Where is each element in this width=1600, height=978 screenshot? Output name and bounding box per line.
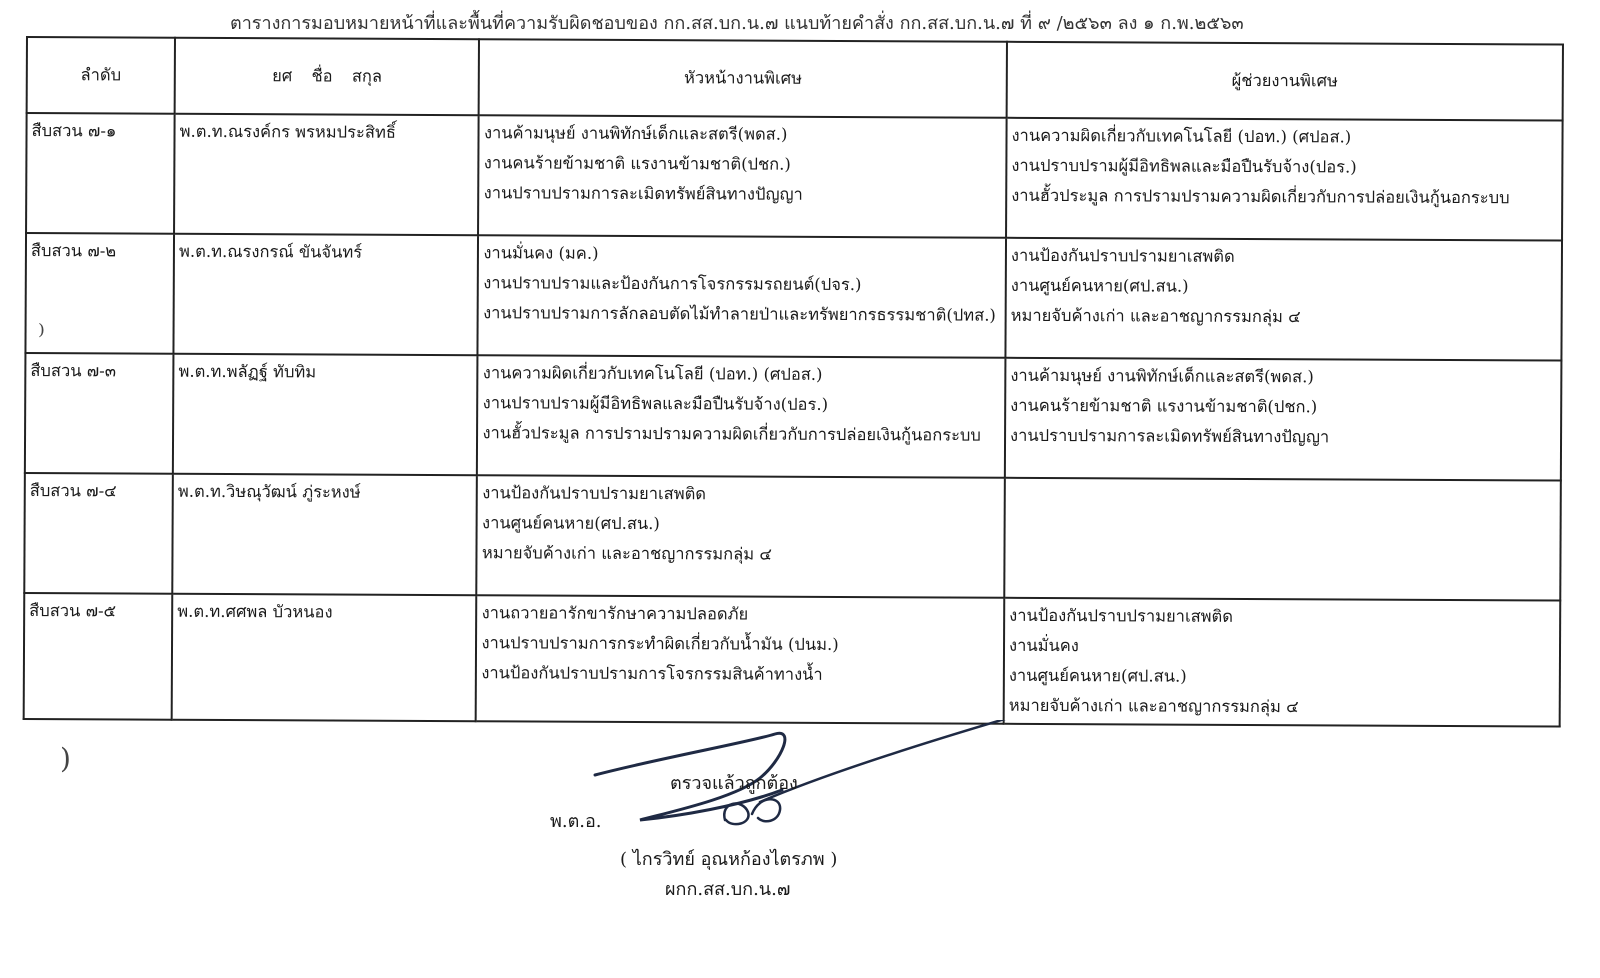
head-duty: งานความผิดเกี่ยวกับเทคโนโลยี (ปอท.) (ศปอส.) xyxy=(482,363,823,384)
assistant-duty: งานมั่นคง xyxy=(1008,635,1079,656)
table-row xyxy=(26,113,1563,241)
cell-order: สืบสวน ๗-๕ xyxy=(24,593,173,720)
cell-assistant xyxy=(1006,118,1563,241)
header-name: ยศ ชื่อ สกุล xyxy=(175,38,480,115)
head-duty: งานค้ามนุษย์ งานพิทักษ์เด็กและสตรี(พดส.) xyxy=(483,123,788,144)
cell-head xyxy=(477,475,1005,598)
assistant-duty: งานปราบปรามการละเมิดทรัพย์สินทางปัญญา xyxy=(1010,425,1330,447)
assistant-duty: งานคนร้ายข้ามชาติ แรงานข้ามชาติ(ปชก.) xyxy=(1010,395,1318,417)
cell-order: สืบสวน ๗-๑ xyxy=(26,113,175,234)
head-duty: งานป้องกันปราบปรามยาเสพติด xyxy=(482,483,707,504)
assistant-duty: งานค้ามนุษย์ งานพิทักษ์เด็กและสตรี(พดส.) xyxy=(1010,365,1314,387)
assistant-duty: งานศูนย์คนหาย(ศป.สน.) xyxy=(1010,275,1189,296)
cell-assistant xyxy=(1005,358,1562,481)
cell-head xyxy=(477,355,1005,478)
document-header: ตารางการมอบหมายหน้าที่และพื้นที่ความรับผิดชอบของ กก.สส.บก.น.๗ แนบท้ายคำสั่ง กก.สส.บก.น.๗ ที่ ๙ /๒๕๖๓ ลง ๑ ก.พ.๒๕๖๓ xyxy=(230,13,1244,34)
assistant-duty: หมายจับค้างเก่า และอาชญากรรมกลุ่ม ๔ xyxy=(1010,305,1301,327)
cell-order: สืบสวน ๗-๒ xyxy=(25,233,174,354)
head-duty: งานปราบปรามการละเมิดทรัพย์สินทางปัญญา xyxy=(483,183,803,204)
cell-name: พ.ต.ท.พลัฏฐ์ ทับทิม xyxy=(173,354,478,475)
head-duty: งานคนร้ายข้ามชาติ แรงานข้ามชาติ(ปชก.) xyxy=(483,153,791,174)
assistant-duty: งานฮั้วประมูล การปรามปรามความผิดเกี่ยวกับการปล่อยเงินกู้นอกระบบ xyxy=(1011,185,1510,208)
head-duty: งานถวายอารักขารักษาความปลอดภัย xyxy=(481,603,749,624)
head-duty: งานป้องกันปราบปรามการโจรกรรมสินค้าทางน้ำ xyxy=(481,663,823,684)
cell-name: พ.ต.ท.วิษณุวัฒน์ ภู่ระหงษ์ xyxy=(172,474,477,595)
cell-name: พ.ต.ท.ณรงกรณ์ ขันจันทร์ xyxy=(174,234,479,355)
assistant-duty: งานป้องกันปราบปรามยาเสพติด xyxy=(1010,245,1235,266)
assistant-duty: งานศูนย์คนหาย(ศป.สน.) xyxy=(1008,665,1187,686)
verification-note: ตรวจแล้วถูกต้อง xyxy=(670,773,798,794)
head-duty: หมายจับค้างเก่า และอาชญากรรมกลุ่ม ๔ xyxy=(481,543,772,564)
assistant-duty: หมายจับค้างเก่า และอาชญากรรมกลุ่ม ๔ xyxy=(1008,695,1299,717)
table-header-row xyxy=(27,37,1563,121)
cell-name: พ.ต.ท.ณรงค์กร พรหมประสิทธิ์ xyxy=(174,114,479,235)
cell-order: สืบสวน ๗-๔ xyxy=(24,473,173,594)
head-duty: งานฮั้วประมูล การปรามปรามความผิดเกี่ยวกับการปล่อยเงินกู้นอกระบบ xyxy=(482,423,981,445)
assistant-duty: งานปราบปรามผู้มีอิทธิพลและมือปืนรับจ้าง(ปอร.) xyxy=(1011,155,1357,177)
table-row xyxy=(25,353,1562,481)
assistant-duty: งานความผิดเกี่ยวกับเทคโนโลยี (ปอท.) (ศปอส.) xyxy=(1011,125,1352,147)
head-duty: งานศูนย์คนหาย(ศป.สน.) xyxy=(482,513,660,534)
head-duty: งานมั่นคง (มค.) xyxy=(483,243,599,263)
cell-order: สืบสวน ๗-๓ xyxy=(25,353,174,474)
table-row xyxy=(25,233,1562,361)
signer-position: ผกก.สส.บก.น.๗ xyxy=(665,879,791,900)
cell-assistant xyxy=(1004,598,1561,727)
header-head: หัวหน้างานพิเศษ xyxy=(479,39,1007,118)
hole-punch-mark: ⁾ xyxy=(38,318,45,351)
head-duty: งานปราบปรามการลักลอบตัดไม้ทำลายป่าและทรัพยากรธรรมชาติ(ปทส.) xyxy=(483,303,996,325)
signer-rank: พ.ต.อ. xyxy=(550,811,602,832)
head-duty: งานปราบปรามผู้มีอิทธิพลและมือปืนรับจ้าง(ปอร.) xyxy=(482,393,829,414)
cell-name: พ.ต.ท.ศศพล บัวหนอง xyxy=(172,594,477,721)
signer-name: ( ไกรวิทย์ อุณหก้องไตรภพ ) xyxy=(620,849,838,870)
signature-block xyxy=(520,720,1040,920)
cell-assistant-empty xyxy=(1004,478,1561,601)
header-assistant: ผู้ช่วยงานพิเศษ xyxy=(1007,42,1563,121)
table-row xyxy=(24,593,1561,727)
assignment-table xyxy=(23,36,1564,728)
header-order: ลำดับ xyxy=(27,37,175,114)
table-row xyxy=(24,473,1561,601)
hole-punch-mark: ) xyxy=(60,742,71,775)
cell-head xyxy=(478,235,1006,358)
assistant-duty: งานป้องกันปราบปรามยาเสพติด xyxy=(1009,605,1234,626)
cell-head xyxy=(478,115,1006,238)
cell-head xyxy=(476,595,1004,724)
head-duty: งานปราบปรามและป้องกันการโจรกรรมรถยนต์(ปจร.) xyxy=(483,273,862,295)
head-duty: งานปราบปรามการกระทำผิดเกี่ยวกับน้ำมัน (ปนม.) xyxy=(481,633,839,654)
cell-assistant xyxy=(1005,238,1562,361)
